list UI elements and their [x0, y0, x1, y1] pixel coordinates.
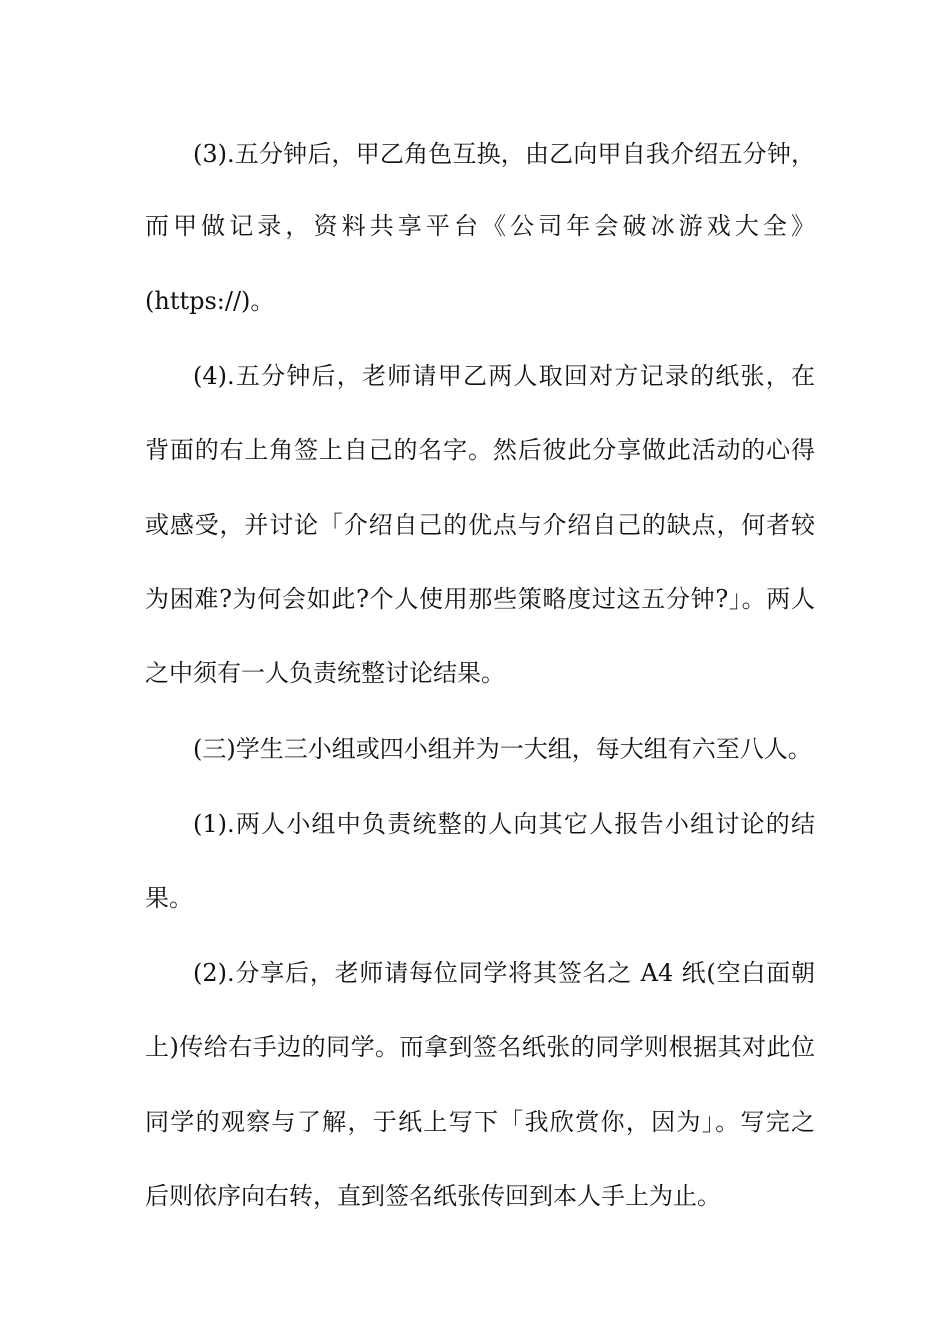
paragraph-4-line-4: 为困难?为何会如此?个人使用那些策略度过这五分钟?」。两人: [145, 585, 815, 613]
paragraph-4-line-5: 之中须有一人负责统整讨论结果。: [145, 659, 505, 687]
section-three-heading: (三)学生三小组或四小组并为一大组，每大组有六至八人。: [193, 735, 812, 763]
paragraph-3-line-3: (https://)。: [145, 287, 275, 315]
item-2-line-1: (2).分享后，老师请每位同学将其签名之 A4 纸(空白面朝: [193, 959, 815, 987]
item-2-line-3: 同学的观察与了解，于纸上写下「我欣赏你，因为」。写完之: [145, 1108, 815, 1136]
item-1-line-2: 果。: [145, 884, 193, 912]
paragraph-3-line-1: (3).五分钟后，甲乙角色互换，由乙向甲自我介绍五分钟，: [193, 140, 815, 168]
item-1-line-1: (1).两人小组中负责统整的人向其它人报告小组讨论的结: [193, 810, 815, 838]
paragraph-3-line-2: 而甲做记录，资料共享平台《公司年会破冰游戏大全》: [145, 212, 815, 240]
item-2-line-2: 上)传给右手边的同学。而拿到签名纸张的同学则根据其对此位: [145, 1033, 815, 1061]
paragraph-4-line-1: (4).五分钟后，老师请甲乙两人取回对方记录的纸张，在: [193, 362, 815, 390]
paragraph-4-line-2: 背面的右上角签上自己的名字。然后彼此分享做此活动的心得: [145, 436, 815, 464]
item-2-line-4: 后则依序向右转，直到签名纸张传回到本人手上为止。: [145, 1182, 721, 1210]
paragraph-4-line-3: 或感受，并讨论「介绍自己的优点与介绍自己的缺点，何者较: [145, 511, 815, 539]
